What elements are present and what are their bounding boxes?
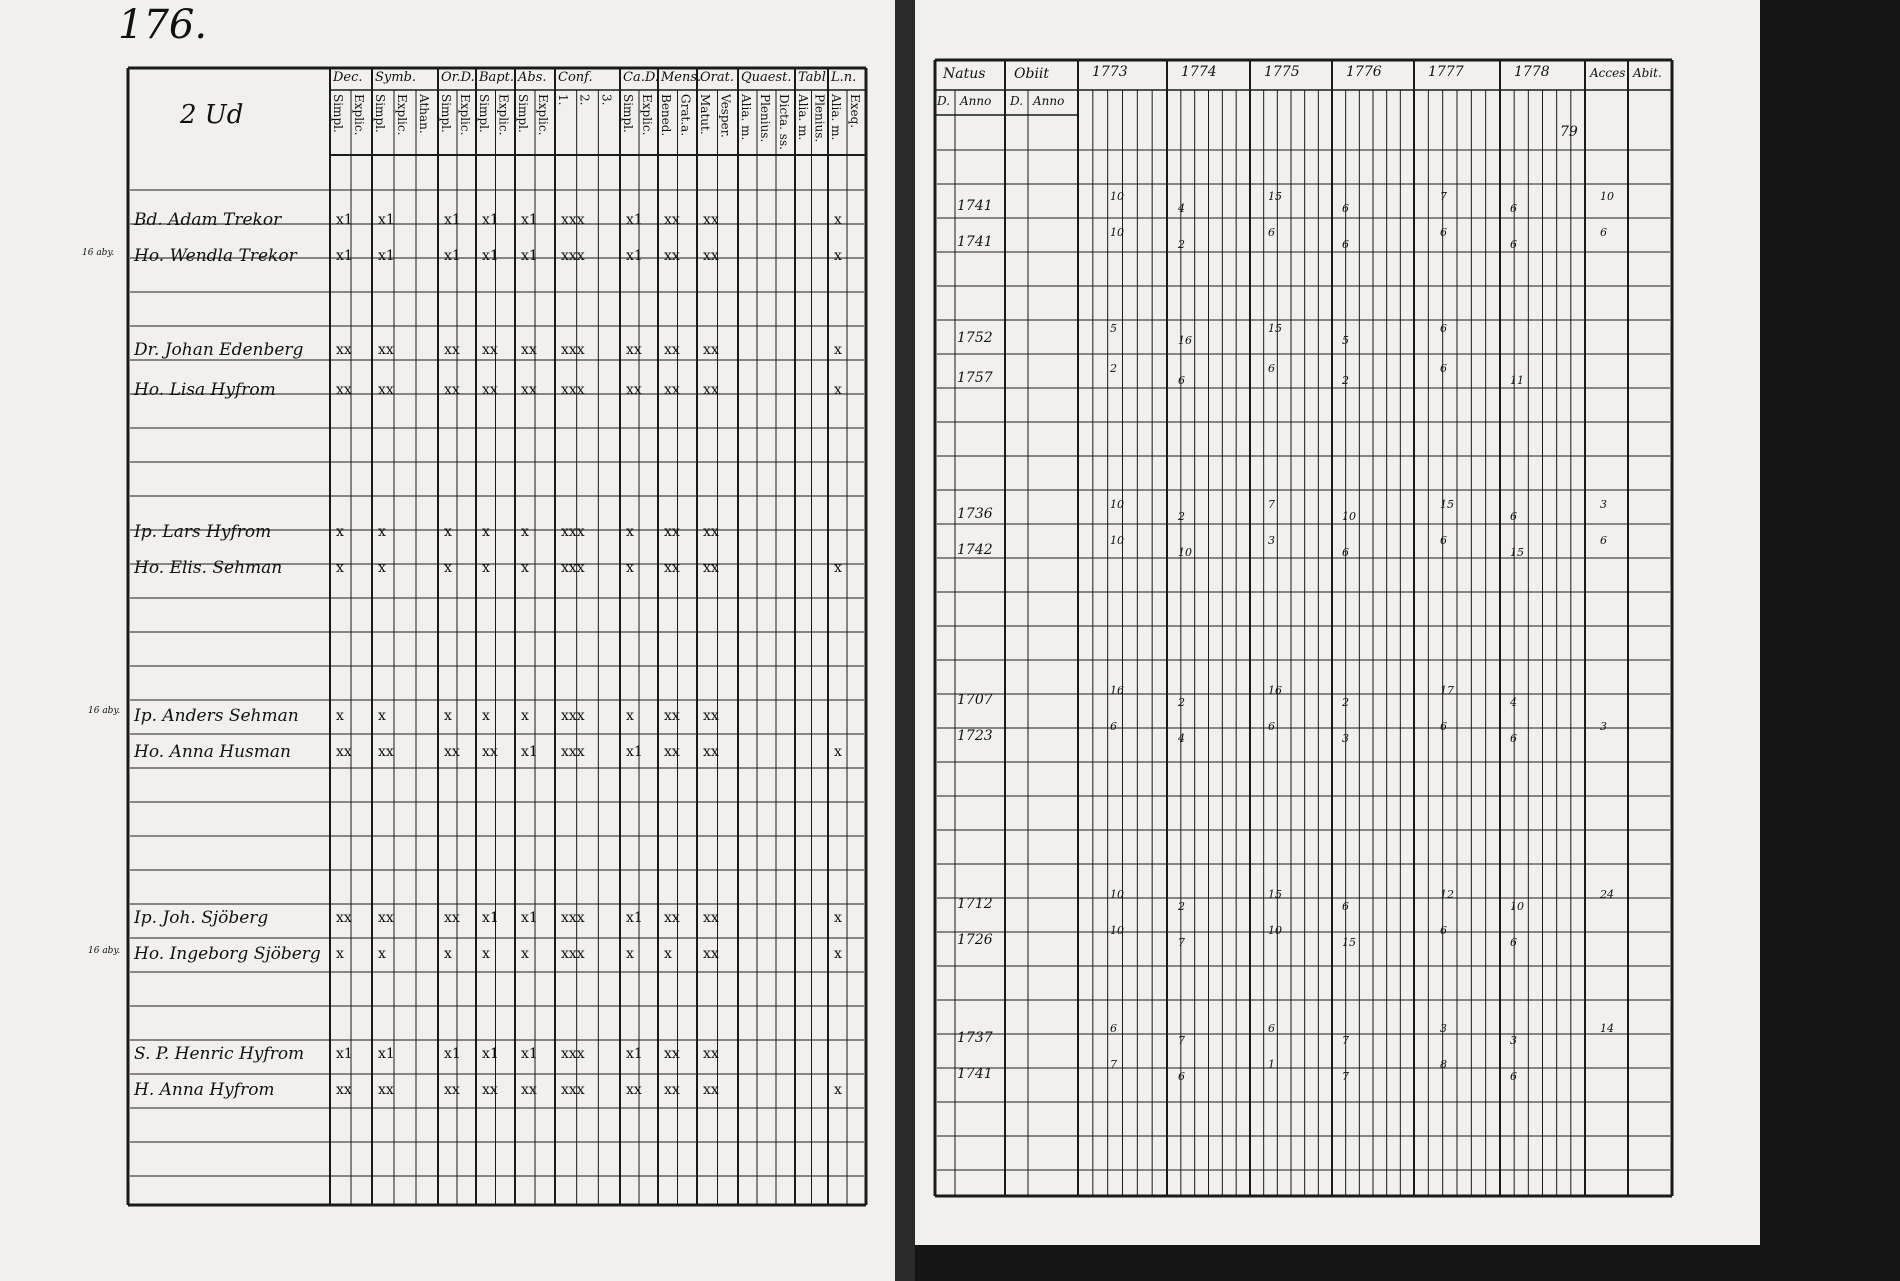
left-subheader: Bened. xyxy=(659,94,673,137)
entry-mark: xx xyxy=(626,342,642,358)
obiit-header: Obiit xyxy=(1014,66,1050,82)
entry-mark: xx xyxy=(444,910,460,926)
entry-mark: x xyxy=(444,946,452,962)
entry-mark: x1 xyxy=(482,1046,499,1062)
natus-anno-header: Anno xyxy=(960,94,992,108)
entry-mark: xx xyxy=(703,248,719,264)
entry-name: Ho. Wendla Trekor xyxy=(134,246,297,266)
year-header-1775: 1775 xyxy=(1264,64,1300,80)
entry-mark: xx xyxy=(703,524,719,540)
entry-mark: xx xyxy=(336,342,352,358)
entry-name: Ip. Anders Sehman xyxy=(134,706,299,726)
cell-note: 1 xyxy=(1268,1058,1275,1071)
entry-mark: x xyxy=(378,560,386,576)
birth-year: 1741 xyxy=(957,1066,993,1082)
cell-note: 6 xyxy=(1342,900,1349,913)
entry-mark: x1 xyxy=(626,212,643,228)
cell-note: 2 xyxy=(1342,696,1349,709)
entry-mark: xx xyxy=(378,382,394,398)
cell-note: 6 xyxy=(1510,510,1517,523)
left-subheader: Explic. xyxy=(536,94,550,136)
entry-name: Ip. Joh. Sjöberg xyxy=(134,908,269,928)
cell-note: 7 xyxy=(1440,190,1447,203)
entry-mark: x xyxy=(521,524,529,540)
cell-note: 6 xyxy=(1178,1070,1185,1083)
entry-mark: x xyxy=(336,946,344,962)
entry-mark: xxx xyxy=(561,212,585,228)
entry-mark: x xyxy=(521,708,529,724)
left-header-symb: Symb. xyxy=(375,70,417,85)
side-note: 16 aby. xyxy=(82,248,115,258)
year-header-1777: 1777 xyxy=(1428,64,1464,80)
entry-mark: xx xyxy=(664,744,680,760)
entry-mark: xx xyxy=(378,1082,394,1098)
entry-mark: x xyxy=(834,248,842,264)
cell-note: 6 xyxy=(1342,238,1349,251)
entry-mark: x xyxy=(626,560,634,576)
cell-note: 6 xyxy=(1440,362,1447,375)
cell-note: 6 xyxy=(1440,226,1447,239)
birth-year: 1741 xyxy=(957,198,993,214)
birth-year: 1723 xyxy=(957,728,993,744)
entry-mark: xx xyxy=(664,342,680,358)
entry-mark: xx xyxy=(703,708,719,724)
page-number: 176. xyxy=(118,2,208,48)
cell-note: 15 xyxy=(1440,498,1454,511)
left-subheader: Dicta. ss. xyxy=(777,94,791,150)
cell-note: 4 xyxy=(1178,732,1185,745)
cell-note: 3 xyxy=(1600,720,1607,733)
left-header-mens: Mens. xyxy=(661,70,702,85)
entry-mark: xx xyxy=(482,342,498,358)
cell-note: 2 xyxy=(1178,510,1185,523)
entry-mark: xx xyxy=(703,946,719,962)
left-header-conf: Conf. xyxy=(558,70,593,85)
cell-note: 7 xyxy=(1178,1034,1185,1047)
natus-d-header: D. xyxy=(937,94,951,108)
entry-mark: x1 xyxy=(521,1046,538,1062)
birth-year: 1757 xyxy=(957,370,993,386)
cell-note: 14 xyxy=(1600,1022,1614,1035)
birth-year: 1737 xyxy=(957,1030,993,1046)
entry-mark: xx xyxy=(521,342,537,358)
entry-mark: xxx xyxy=(561,1082,585,1098)
cell-note: 6 xyxy=(1440,720,1447,733)
entry-mark: x xyxy=(664,946,672,962)
entry-mark: xx xyxy=(703,1082,719,1098)
entry-mark: x1 xyxy=(378,1046,395,1062)
entry-mark: xx xyxy=(482,382,498,398)
left-header-ord: Or.D. xyxy=(441,70,475,85)
left-header-ln: L.n. xyxy=(831,70,857,85)
entry-mark: x xyxy=(482,946,490,962)
entry-mark: xxx xyxy=(561,708,585,724)
entry-mark: x1 xyxy=(336,248,353,264)
entry-mark: xx xyxy=(444,342,460,358)
left-header-dec: Dec. xyxy=(333,70,363,85)
entry-mark: x1 xyxy=(444,212,461,228)
cell-note: 6 xyxy=(1440,534,1447,547)
cell-note: 6 xyxy=(1268,720,1275,733)
left-subheader: Simpl. xyxy=(516,94,530,133)
cell-note: 6 xyxy=(1268,1022,1275,1035)
entry-mark: xxx xyxy=(561,744,585,760)
entry-mark: x xyxy=(521,560,529,576)
cell-note: 6 xyxy=(1110,720,1117,733)
cell-note: 10 xyxy=(1110,534,1124,547)
left-subheader: Simpl. xyxy=(439,94,453,133)
entry-mark: xx xyxy=(703,1046,719,1062)
corner-number: 79 xyxy=(1560,124,1578,140)
entry-mark: xx xyxy=(703,910,719,926)
natus-header: Natus xyxy=(943,66,986,82)
entry-mark: xx xyxy=(336,382,352,398)
left-subheader: 1. xyxy=(556,94,570,106)
cell-note: 4 xyxy=(1510,696,1517,709)
entry-mark: x xyxy=(482,524,490,540)
entry-mark: xx xyxy=(664,708,680,724)
entry-mark: x1 xyxy=(626,744,643,760)
entry-mark: x xyxy=(336,708,344,724)
year-header-1776: 1776 xyxy=(1346,64,1382,80)
left-subheader: Explic. xyxy=(395,94,409,136)
side-note: 16 aby. xyxy=(88,706,121,716)
cell-note: 15 xyxy=(1342,936,1356,949)
entry-mark: x1 xyxy=(482,212,499,228)
cell-note: 6 xyxy=(1600,534,1607,547)
left-subheader: Plenius. xyxy=(758,94,772,143)
cell-note: 10 xyxy=(1268,924,1282,937)
left-subheader: 3. xyxy=(599,94,614,106)
entry-mark: x xyxy=(626,524,634,540)
entry-mark: xx xyxy=(703,212,719,228)
cell-note: 6 xyxy=(1510,202,1517,215)
entry-mark: x xyxy=(834,382,842,398)
entry-mark: x xyxy=(834,744,842,760)
entry-name: Ho. Ingeborg Sjöberg xyxy=(134,944,321,964)
acces-header: Acces xyxy=(1590,66,1626,80)
entry-mark: xx xyxy=(626,382,642,398)
entry-name: Dr. Johan Edenberg xyxy=(134,340,304,360)
entry-mark: xx xyxy=(626,1082,642,1098)
entry-mark: xxx xyxy=(561,910,585,926)
left-subheader: Simpl. xyxy=(477,94,491,133)
cell-note: 10 xyxy=(1110,888,1124,901)
entry-mark: x xyxy=(834,910,842,926)
entry-name: S. P. Henric Hyfrom xyxy=(134,1044,305,1064)
entry-mark: x1 xyxy=(444,248,461,264)
obiit-anno-header: Anno xyxy=(1033,94,1065,108)
left-header-bapt: Bapt. xyxy=(479,70,514,85)
entry-mark: x xyxy=(834,342,842,358)
cell-note: 3 xyxy=(1600,498,1607,511)
section-label: 2 Ud xyxy=(180,100,244,130)
entry-mark: xx xyxy=(521,1082,537,1098)
left-subheader: Alia. m. xyxy=(829,94,843,141)
left-subheader: Exeq. xyxy=(848,94,862,129)
cell-note: 16 xyxy=(1110,684,1124,697)
entry-mark: x xyxy=(336,560,344,576)
cell-note: 6 xyxy=(1510,238,1517,251)
entry-mark: x xyxy=(834,1082,842,1098)
entry-mark: x xyxy=(834,212,842,228)
cell-note: 7 xyxy=(1342,1034,1349,1047)
left-header-quaest: Quaest. xyxy=(741,70,792,85)
entry-mark: x xyxy=(378,524,386,540)
cell-note: 15 xyxy=(1268,888,1282,901)
cell-note: 6 xyxy=(1600,226,1607,239)
entry-name: Ho. Anna Husman xyxy=(134,742,291,762)
cell-note: 6 xyxy=(1510,936,1517,949)
entry-mark: xx xyxy=(703,382,719,398)
entry-mark: x1 xyxy=(626,1046,643,1062)
entry-mark: xxx xyxy=(561,946,585,962)
entry-mark: xxx xyxy=(561,342,585,358)
entry-mark: x xyxy=(626,946,634,962)
left-subheader: Explic. xyxy=(352,94,366,136)
left-subheader: Vesper. xyxy=(718,94,733,138)
cell-note: 3 xyxy=(1268,534,1275,547)
entry-mark: x1 xyxy=(482,248,499,264)
entry-mark: x xyxy=(444,524,452,540)
cell-note: 4 xyxy=(1178,202,1185,215)
entry-mark: xx xyxy=(703,342,719,358)
entry-mark: xxx xyxy=(561,560,585,576)
entry-mark: x1 xyxy=(521,212,538,228)
cell-note: 2 xyxy=(1110,362,1117,375)
cell-note: 10 xyxy=(1178,546,1192,559)
entry-mark: xx xyxy=(664,1046,680,1062)
entry-mark: xx xyxy=(482,744,498,760)
entry-name: H. Anna Hyfrom xyxy=(134,1080,275,1100)
cell-note: 10 xyxy=(1110,190,1124,203)
side-note: 16 aby. xyxy=(88,946,121,956)
cell-note: 10 xyxy=(1110,226,1124,239)
left-header-abs: Abs. xyxy=(518,70,547,85)
cell-note: 16 xyxy=(1268,684,1282,697)
entry-mark: x xyxy=(482,708,490,724)
cell-note: 5 xyxy=(1110,322,1117,335)
left-subheader: Plenius. xyxy=(812,94,827,143)
entry-mark: x1 xyxy=(521,248,538,264)
entry-mark: x1 xyxy=(521,744,538,760)
entry-mark: x xyxy=(521,946,529,962)
entry-mark: xx xyxy=(336,1082,352,1098)
year-header-1778: 1778 xyxy=(1514,64,1550,80)
left-subheader: Simpl. xyxy=(331,94,345,133)
entry-mark: xx xyxy=(336,910,352,926)
entry-mark: x1 xyxy=(482,910,499,926)
left-header-cad: Ca.D. xyxy=(623,70,659,85)
entry-mark: xx xyxy=(664,560,680,576)
entry-mark: xx xyxy=(664,1082,680,1098)
entry-mark: xx xyxy=(378,342,394,358)
entry-mark: x xyxy=(378,708,386,724)
obiit-d-header: D. xyxy=(1010,94,1024,108)
entry-mark: xx xyxy=(664,524,680,540)
cell-note: 15 xyxy=(1510,546,1524,559)
left-subheader: Simpl. xyxy=(373,94,387,133)
entry-mark: x xyxy=(336,524,344,540)
entry-mark: xxx xyxy=(561,1046,585,1062)
entry-mark: xx xyxy=(378,744,394,760)
entry-mark: xx xyxy=(336,744,352,760)
year-header-1773: 1773 xyxy=(1092,64,1128,80)
cell-note: 6 xyxy=(1510,1070,1517,1083)
left-header-tabl: Tabl. xyxy=(798,70,831,85)
cell-note: 2 xyxy=(1178,238,1185,251)
cell-note: 2 xyxy=(1178,696,1185,709)
year-header-1774: 1774 xyxy=(1181,64,1217,80)
cell-note: 6 xyxy=(1268,226,1275,239)
entry-mark: x1 xyxy=(521,910,538,926)
cell-note: 6 xyxy=(1342,202,1349,215)
entry-name: Ho. Elis. Sehman xyxy=(134,558,283,578)
cell-note: 2 xyxy=(1342,374,1349,387)
left-subheader: Grat.a. xyxy=(678,94,693,137)
entry-mark: x1 xyxy=(336,212,353,228)
cell-note: 10 xyxy=(1110,498,1124,511)
left-subheader: Athan. xyxy=(417,94,431,134)
entry-name: Ho. Lisa Hyfrom xyxy=(134,380,276,400)
entry-mark: xx xyxy=(703,744,719,760)
cell-note: 12 xyxy=(1440,888,1454,901)
left-subheader: 2. xyxy=(577,94,592,106)
cell-note: 11 xyxy=(1510,374,1524,387)
entry-mark: xxx xyxy=(561,248,585,264)
entry-mark: x xyxy=(444,708,452,724)
cell-note: 6 xyxy=(1342,546,1349,559)
entry-mark: x1 xyxy=(336,1046,353,1062)
left-subheader: Simpl. xyxy=(621,94,635,133)
left-header-orat: Orat. xyxy=(700,70,734,85)
cell-note: 5 xyxy=(1342,334,1349,347)
left-subheader: Alia. m. xyxy=(796,94,810,141)
left-subheader: Explic. xyxy=(640,94,654,136)
cell-note: 6 xyxy=(1440,322,1447,335)
birth-year: 1742 xyxy=(957,542,993,558)
entry-mark: x xyxy=(444,560,452,576)
birth-year: 1752 xyxy=(957,330,993,346)
entry-mark: xx xyxy=(444,382,460,398)
cell-note: 6 xyxy=(1510,732,1517,745)
entry-mark: xxx xyxy=(561,524,585,540)
entry-mark: x xyxy=(482,560,490,576)
entry-mark: x xyxy=(834,560,842,576)
cell-note: 7 xyxy=(1178,936,1185,949)
cell-note: 16 xyxy=(1178,334,1192,347)
cell-note: 6 xyxy=(1440,924,1447,937)
entry-mark: xx xyxy=(378,910,394,926)
entry-mark: xx xyxy=(521,382,537,398)
birth-year: 1736 xyxy=(957,506,993,522)
cell-note: 15 xyxy=(1268,322,1282,335)
cell-note: 10 xyxy=(1110,924,1124,937)
entry-mark: xx xyxy=(664,212,680,228)
cell-note: 10 xyxy=(1600,190,1614,203)
cell-note: 24 xyxy=(1600,888,1614,901)
entry-mark: xx xyxy=(444,744,460,760)
cell-note: 8 xyxy=(1440,1058,1447,1071)
entry-mark: x xyxy=(378,946,386,962)
cell-note: 3 xyxy=(1342,732,1349,745)
entry-mark: x1 xyxy=(444,1046,461,1062)
cell-note: 7 xyxy=(1110,1058,1117,1071)
cell-note: 17 xyxy=(1440,684,1454,697)
cell-note: 15 xyxy=(1268,190,1282,203)
entry-mark: xx xyxy=(664,910,680,926)
left-subheader: Explic. xyxy=(496,94,511,136)
birth-year: 1707 xyxy=(957,692,993,708)
entry-name: Ip. Lars Hyfrom xyxy=(134,522,272,542)
cell-note: 3 xyxy=(1440,1022,1447,1035)
entry-mark: xx xyxy=(482,1082,498,1098)
cell-note: 6 xyxy=(1178,374,1185,387)
birth-year: 1712 xyxy=(957,896,993,912)
left-subheader: Matut. xyxy=(698,94,712,135)
cell-note: 6 xyxy=(1110,1022,1117,1035)
entry-mark: x1 xyxy=(378,248,395,264)
cell-note: 7 xyxy=(1268,498,1275,511)
entry-mark: xxx xyxy=(561,382,585,398)
cell-note: 10 xyxy=(1342,510,1356,523)
cell-note: 6 xyxy=(1268,362,1275,375)
entry-mark: xx xyxy=(703,560,719,576)
entry-mark: x xyxy=(834,946,842,962)
abit-header: Abit. xyxy=(1633,66,1662,80)
cell-note: 3 xyxy=(1510,1034,1517,1047)
left-subheader: Alia. m. xyxy=(739,94,753,141)
entry-mark: x1 xyxy=(626,248,643,264)
entry-mark: x xyxy=(626,708,634,724)
entry-mark: xx xyxy=(664,382,680,398)
entry-mark: xx xyxy=(444,1082,460,1098)
entry-mark: x1 xyxy=(378,212,395,228)
left-subheader: Explic. xyxy=(458,94,472,136)
cell-note: 10 xyxy=(1510,900,1524,913)
cell-note: 2 xyxy=(1178,900,1185,913)
birth-year: 1741 xyxy=(957,234,993,250)
entry-name: Bd. Adam Trekor xyxy=(134,210,282,230)
entry-mark: xx xyxy=(664,248,680,264)
birth-year: 1726 xyxy=(957,932,993,948)
cell-note: 7 xyxy=(1342,1070,1349,1083)
entry-mark: x1 xyxy=(626,910,643,926)
